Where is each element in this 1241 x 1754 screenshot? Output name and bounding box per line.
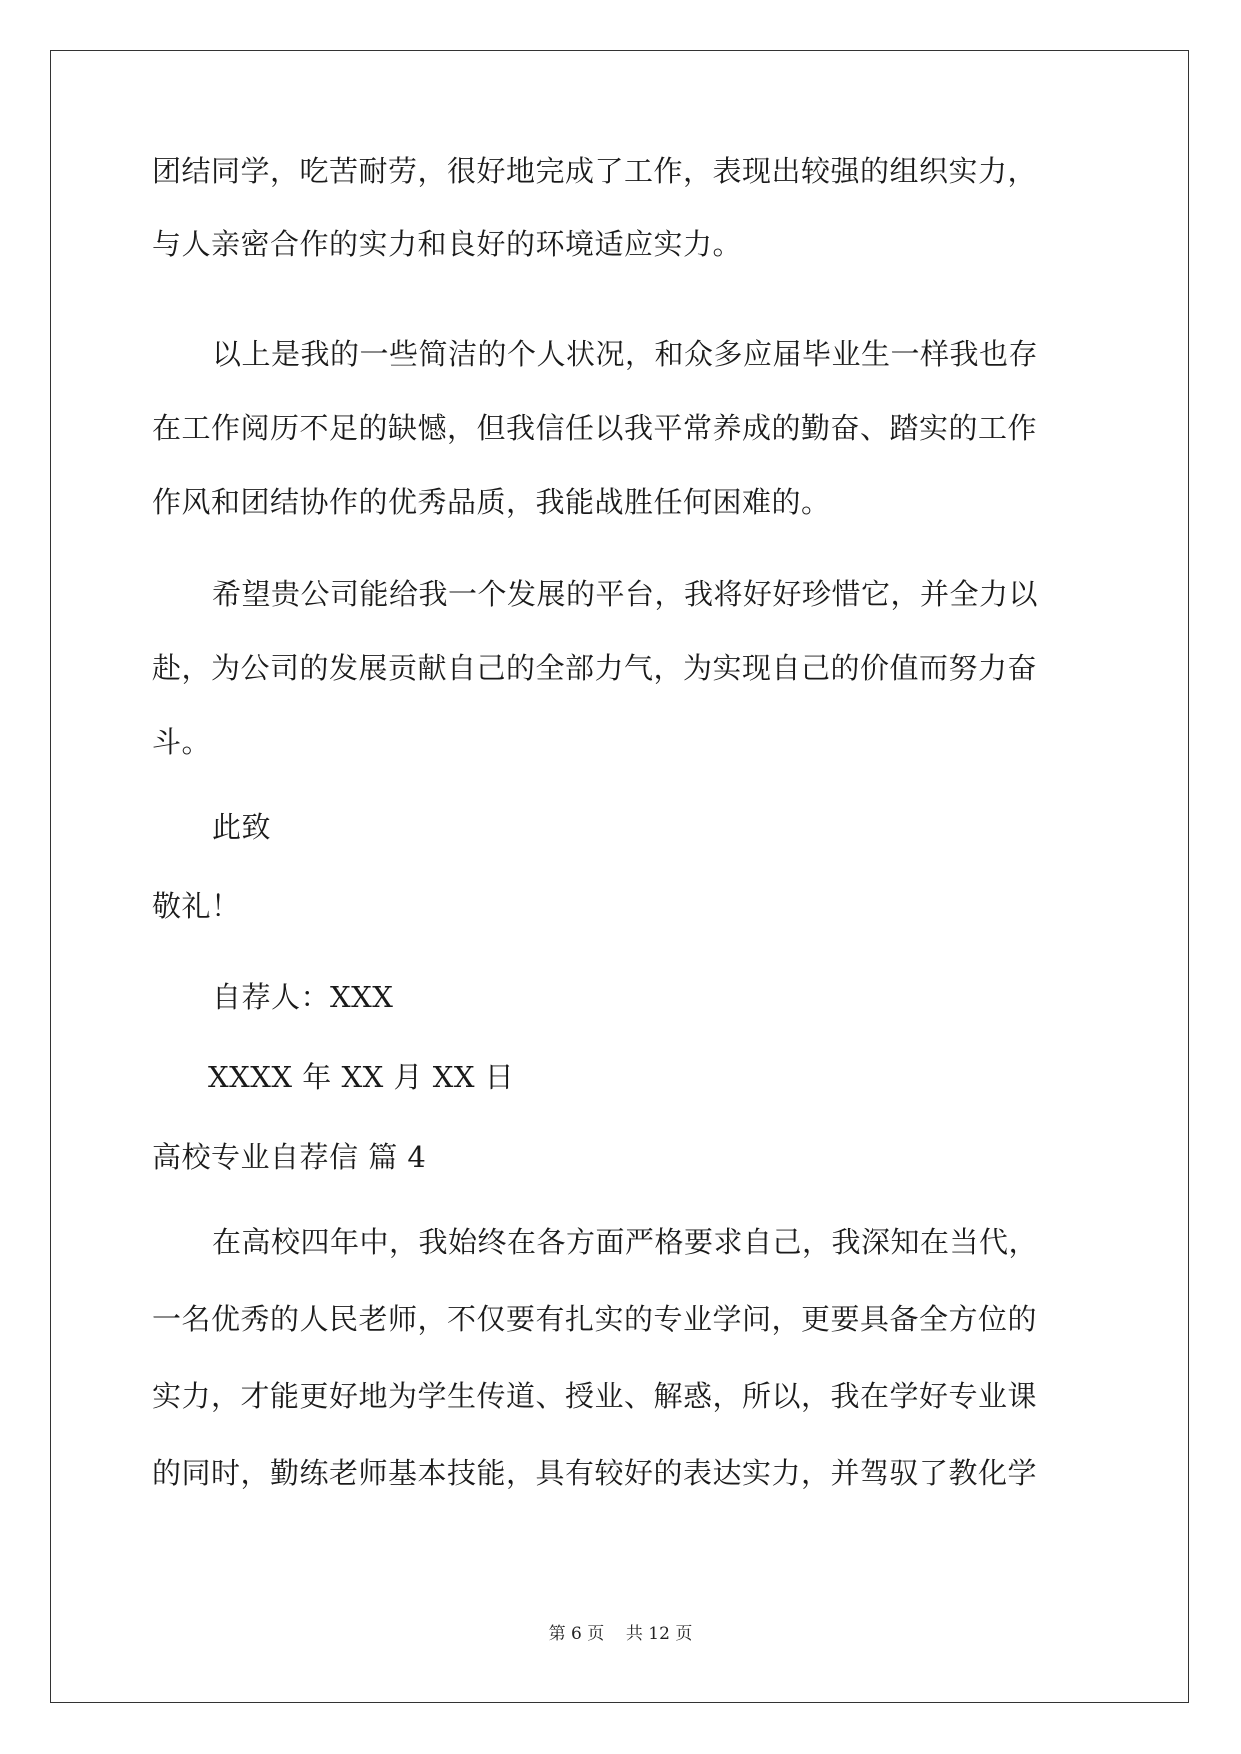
closing: 敬礼！ — [152, 889, 241, 923]
section-heading: 高校专业自荐信 篇 4 — [152, 1140, 427, 1174]
signature: 自荐人：XXX — [212, 980, 394, 1014]
text-line: 一名优秀的人民老师，不仅要有扎实的专业学问，更要具备全方位的 — [152, 1302, 1038, 1336]
salutation: 此致 — [212, 810, 272, 844]
text-line: 实力，才能更好地为学生传道、授业、解惑，所以，我在学好专业课 — [152, 1379, 1038, 1413]
text-line: 斗。 — [152, 725, 212, 759]
text-line: 与人亲密合作的实力和良好的环境适应实力。 — [152, 227, 743, 261]
text-line: 以上是我的一些简洁的个人状况，和众多应届毕业生一样我也存 — [212, 337, 1039, 371]
text-line: 希望贵公司能给我一个发展的平台，我将好好珍惜它，并全力以 — [212, 577, 1039, 611]
page-footer: 第 6 页 共 12 页 — [548, 1624, 693, 1644]
date-line: XXXX 年 XX 月 XX 日 — [208, 1060, 515, 1094]
text-line: 在高校四年中，我始终在各方面严格要求自己，我深知在当代， — [212, 1225, 1039, 1259]
text-line: 团结同学，吃苦耐劳，很好地完成了工作，表现出较强的组织实力， — [152, 154, 1038, 188]
text-line: 在工作阅历不足的缺憾，但我信任以我平常养成的勤奋、踏实的工作 — [152, 411, 1038, 445]
text-line: 作风和团结协作的优秀品质，我能战胜任何困难的。 — [152, 485, 831, 519]
text-line: 赴，为公司的发展贡献自己的全部力气，为实现自己的价值而努力奋 — [152, 651, 1038, 685]
text-line: 的同时，勤练老师基本技能，具有较好的表达实力，并驾驭了教化学 — [152, 1456, 1038, 1490]
